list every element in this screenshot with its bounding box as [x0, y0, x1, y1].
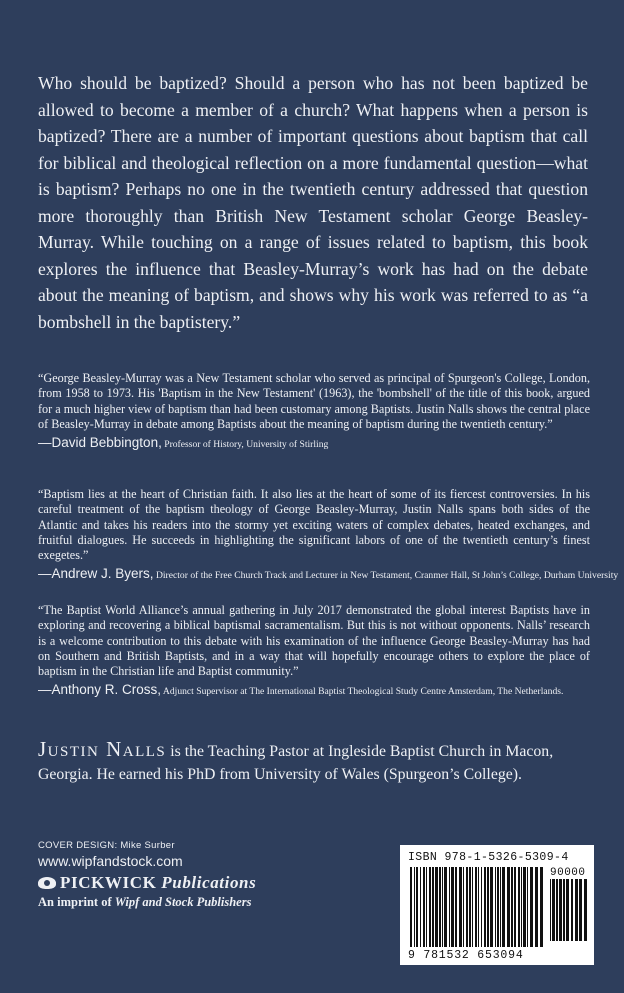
barcode-bar [523, 867, 526, 947]
barcode-bar [527, 867, 528, 947]
barcode-bar [478, 867, 479, 947]
ean-number: 9 781532 653094 [408, 949, 524, 962]
barcode-bar [495, 867, 496, 947]
barcode-bar [444, 867, 447, 947]
barcode-bar [475, 867, 477, 947]
barcode-bar [530, 867, 533, 947]
barcode-bar [472, 867, 473, 947]
endorsement-attribution [38, 566, 619, 583]
publisher-name: PICKWICK Publications [60, 873, 257, 892]
endorser-title: Adjunct Supervisor at The International Baptist Theological Study Centre Amsterdam, The Netherlands. [162, 686, 564, 698]
barcode-bar [511, 867, 513, 947]
isbn-label: ISBN 978-1-5326-5309-4 [408, 851, 569, 864]
barcode-bar [502, 867, 505, 947]
endorsement-3 [38, 603, 590, 700]
barcode-bar [518, 867, 520, 947]
barcode-bar [487, 867, 489, 947]
barcode-bar [432, 867, 434, 947]
barcode-bar [571, 879, 573, 941]
endorsement-attribution [38, 435, 590, 452]
barcode-bar [414, 867, 415, 947]
barcode-bar [481, 867, 482, 947]
endorsement-quote: “Baptism lies at the heart of Christian faith. It also lies at the heart of some of its fiercest controversies. In his careful treatment of the baptism theology of George Beasley-Murray, Justin Nalls spans both sides of the Atlantic and takes his readers into the stormy yet exciting waters of complex debates, heated exchanges, and fruitful dialogues. He succeeds in highlighting the significant labors of one of the twentieth century’s finest exegetes.” [38, 487, 590, 563]
barcode-bar [566, 879, 569, 941]
author-bio-text: is the Teaching Pastor at Ingleside Baptist Church in Macon, Georgia. He earned his PhD from University of Wales (Spurgeon’s College). [38, 743, 554, 783]
barcode-bar [463, 867, 464, 947]
barcode-bar [540, 867, 543, 947]
imprint-line: An imprint of Wipf and Stock Publishers [38, 895, 252, 909]
endorsement-quote: “George Beasley-Murray was a New Testament scholar who served as principal of Spurgeon's College, London, from 1958 to 1973. His 'Baptism in the New Testament' (1963), the 'bombshell' of the title of this book, argued for a much higher view of baptism than had been customary among Baptists. Justin Nalls shows the central place of Beasley-Murray in debate among Baptists about the meaning of baptism during the twentieth century.” [38, 371, 590, 431]
barcode-bar [435, 867, 438, 947]
barcode-bar [410, 867, 412, 947]
barcode-bar [552, 879, 555, 941]
author-bio [38, 738, 590, 786]
endorser-name: —Anthony R. Cross, [38, 682, 162, 698]
barcode-bar [500, 867, 501, 947]
author-name: Justin Nalls [38, 737, 167, 761]
barcode-bar [442, 867, 443, 947]
isbn-barcode [400, 845, 594, 965]
price-addon-number: 90000 [550, 867, 586, 879]
barcode-bar [507, 867, 510, 947]
endorsement-1 [38, 371, 590, 452]
barcode-bar [484, 867, 486, 947]
ean-barcode-icon [410, 867, 544, 947]
barcode-bar [497, 867, 499, 947]
barcode-bar [423, 867, 425, 947]
barcode-bar [556, 879, 558, 941]
barcode-bar [575, 879, 578, 941]
endorser-name: —Andrew J. Byers, [38, 566, 154, 582]
barcode-bar [563, 879, 565, 941]
barcode-bar [584, 879, 587, 941]
barcode-bar [416, 867, 418, 947]
barcode-bar [559, 879, 562, 941]
cover-design-credit: COVER DESIGN: Mike Surber [38, 840, 175, 851]
credits-block [38, 840, 256, 910]
publisher-logo [38, 873, 256, 893]
barcode-bar [550, 879, 551, 941]
barcode-bar [449, 867, 450, 947]
endorsement-quote: “The Baptist World Alliance’s annual gathering in July 2017 demonstrated the global interest Baptists have in exploring and recovering a biblical baptismal sacramentalism. But this is not without opponents. Nalls’ research is a welcome contribution to this debate with his examination of the influence George Beasley-Murray has had on Southern and British Baptists, and in a way that will hopefully encourage others to explore the place of baptism in the Christian life and Baptist community.” [38, 603, 590, 679]
publisher-website: www.wipfandstock.com [38, 853, 183, 869]
barcode-bar [521, 867, 522, 947]
barcode-bar [459, 867, 462, 947]
pickwick-logo-icon [38, 877, 56, 889]
barcode-bar [439, 867, 441, 947]
barcode-bar [579, 879, 582, 941]
barcode-bar [514, 867, 516, 947]
barcode-bar [451, 867, 454, 947]
barcode-bar [429, 867, 431, 947]
endorser-title: Professor of History, University of Stirling [164, 439, 329, 451]
intro-paragraph: Who should be baptized? Should a person who has not been baptized be allowed to become a member of a church? What happens when a person is baptized? There are a number of important questions about baptism that call for biblical and theological reflection on a more fundamental question—what is baptism? Perhaps no one in the twentieth century addressed that question more thoroughly than British New Testament scholar George Beasley-Murray. While touching on a range of issues related to baptism, this book explores the influence that Beasley-Murray’s work has had on the debate about the meaning of baptism, and shows why his work was referred to as “a bombshell in the baptistery.” [38, 73, 588, 332]
endorsement-2 [38, 487, 619, 584]
barcode-bar [490, 867, 493, 947]
barcode-bar [466, 867, 468, 947]
endorsement-attribution [38, 682, 590, 699]
endorser-title: Director of the Free Church Track and Lecturer in New Testament, Cranmer Hall, St John’s College, Durham University [155, 570, 619, 582]
barcode-bar [455, 867, 457, 947]
barcode-bar [420, 867, 421, 947]
barcode-bar [535, 867, 538, 947]
barcode-bar [426, 867, 427, 947]
endorser-name: —David Bebbington, [38, 435, 162, 451]
barcode-bar [469, 867, 471, 947]
addon-barcode-icon [550, 879, 588, 941]
